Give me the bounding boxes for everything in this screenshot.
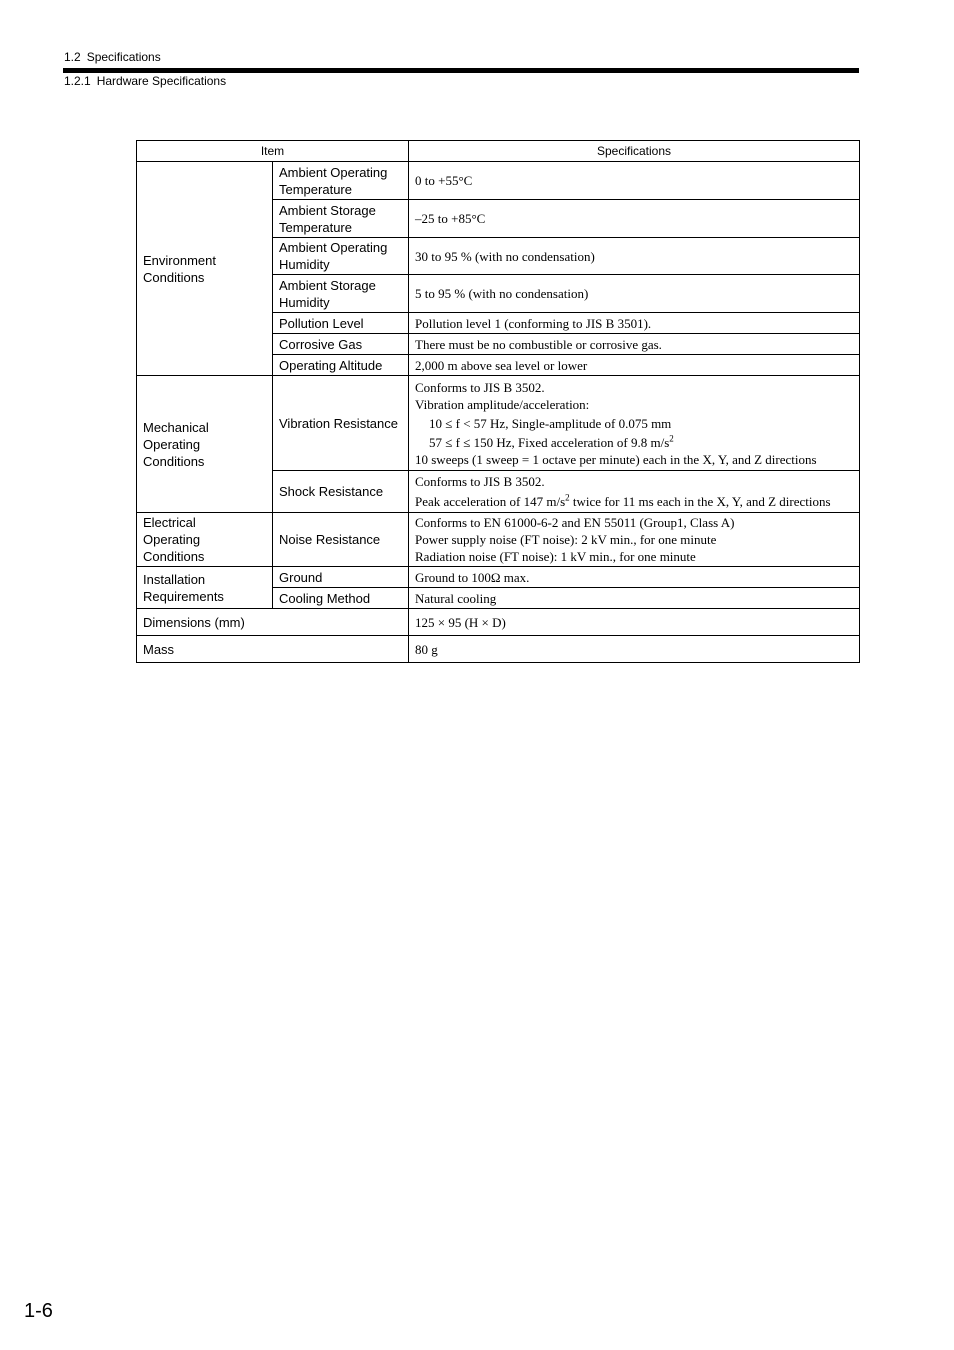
row-value: Pollution level 1 (conforming to JIS B 3501). [409, 313, 860, 334]
row-label: Ambient Storage Humidity [273, 275, 409, 313]
row-value: Ground to 100Ω max. [409, 567, 860, 588]
table-row [137, 162, 860, 200]
table-row [137, 567, 860, 588]
column-header-item: Item [137, 141, 409, 162]
row-value: –25 to +85°C [409, 200, 860, 238]
row-label: Ambient Operating Humidity [273, 238, 409, 275]
row-value: There must be no combustible or corrosive gas. [409, 334, 860, 355]
section-title: Specifications [86, 50, 161, 64]
row-label: Ambient Storage Temperature [273, 200, 409, 238]
row-label: Corrosive Gas [273, 334, 409, 355]
row-value-noise: Conforms to EN 61000-6-2 and EN 55011 (Group1, Class A) Power supply noise (FT noise): 2 kV min., for one minute Radiation noise (FT noise): 1 kV min., for one minute [409, 513, 860, 567]
row-value: 5 to 95 % (with no condensation) [409, 275, 860, 313]
row-label: Operating Altitude [273, 355, 409, 376]
row-value: 80 g [409, 636, 860, 663]
row-value-shock: Conforms to JIS B 3502. Peak acceleration of 147 $m/s^2$ twice for 11 ms each in the X, Y, and Z directions [409, 471, 860, 513]
table-row [137, 376, 860, 471]
row-label-mass: Mass [137, 636, 409, 663]
table-row [137, 636, 860, 663]
subsection-heading [64, 74, 226, 88]
subsection-number: 1.2.1 [64, 74, 91, 88]
group-environment-conditions: Environment Conditions [137, 162, 273, 376]
section-number: 1.2 [64, 50, 81, 64]
row-label: Ground [273, 567, 409, 588]
table-row [137, 513, 860, 567]
row-value-vibration: Conforms to JIS B 3502. Vibration amplitude/acceleration: 10 ≤ f < 57 Hz, Single-amplitude of 0.075 mm 57 ≤ f ≤ 150 Hz, Fixed acceleration of 9.8 $m/s^2$ 10 sweeps (1 sweep = 1 octave per minute) each in the X, Y, and Z directions [409, 376, 860, 471]
row-value: Natural cooling [409, 588, 860, 609]
row-label: Pollution Level [273, 313, 409, 334]
row-label: Ambient Operating Temperature [273, 162, 409, 200]
group-mechanical-operating-conditions: Mechanical Operating Conditions [137, 376, 273, 513]
section-heading [64, 50, 161, 64]
column-header-specifications: Specifications [409, 141, 860, 162]
row-value: 0 to +55°C [409, 162, 860, 200]
page-number: 1-6 [24, 1300, 53, 1322]
hardware-specifications-table [136, 140, 860, 663]
row-label: Vibration Resistance [273, 376, 409, 471]
row-value: 125 × 95 (H × D) [409, 609, 860, 636]
row-value: 2,000 m above sea level or lower [409, 355, 860, 376]
row-label: Shock Resistance [273, 471, 409, 513]
group-installation-requirements: Installation Requirements [137, 567, 273, 609]
row-label: Cooling Method [273, 588, 409, 609]
row-label: Noise Resistance [273, 513, 409, 567]
header-rule [63, 68, 859, 73]
table-row [137, 609, 860, 636]
group-electrical-operating-conditions: Electrical Operating Conditions [137, 513, 273, 567]
row-label-dimensions: Dimensions (mm) [137, 609, 409, 636]
table-header-row [137, 141, 860, 162]
subsection-title: Hardware Specifications [96, 74, 227, 88]
row-value: 30 to 95 % (with no condensation) [409, 238, 860, 275]
